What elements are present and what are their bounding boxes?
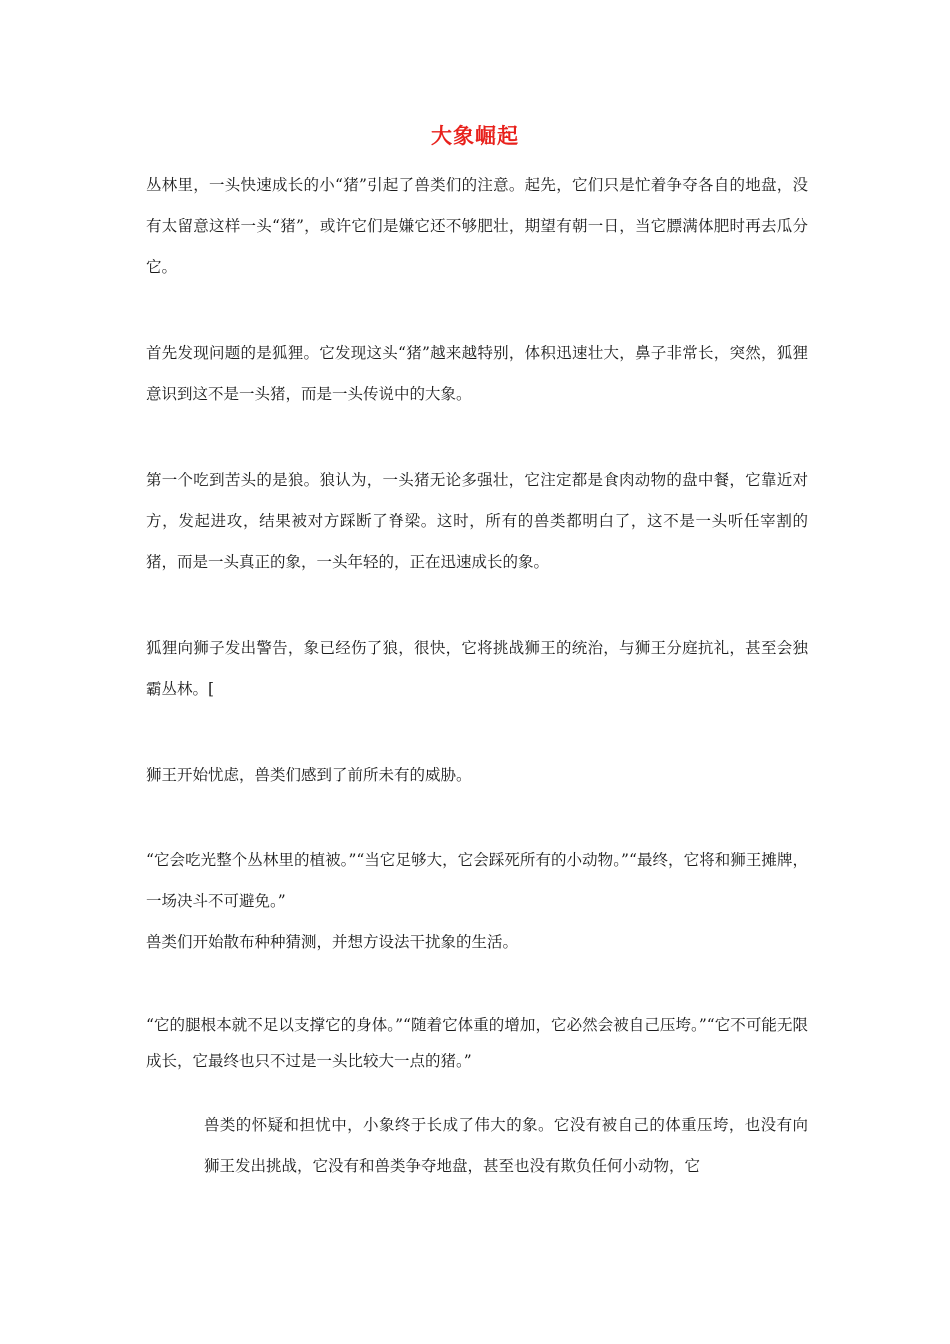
paragraph-8: “它的腿根本就不足以支撑它的身体。”“随着它体重的增加，它必然会被自己压垮。”“它不可能无限成长，它最终也只不过是一头比较大一点的猪。” bbox=[146, 1016, 808, 1070]
paragraph-6: “它会吃光整个丛林里的植被。”“当它足够大，它会踩死所有的小动物。”“最终，它将和狮王摊牌，一场决斗不可避免。” bbox=[146, 851, 808, 910]
paragraph-2: 首先发现问题的是狐狸。它发现这头“猪”越来越特别，体积迅速壮大，鼻子非常长，突然，狐狸意识到这不是一头猪，而是一头传说中的大象。 bbox=[146, 344, 808, 403]
paragraph-3: 第一个吃到苦头的是狼。狼认为，一头猪无论多强壮，它注定都是食肉动物的盘中餐，它靠近对方，发起进攻，结果被对方踩断了脊梁。这时，所有的兽类都明白了，这不是一头听任宰割的猪，而是一头真正的象，一头年轻的，正在迅速成长的象。 bbox=[146, 471, 808, 571]
paragraph-1: 丛林里，一头快速成长的小“猪”引起了兽类们的注意。起先，它们只是忙着争夺各自的地盘，没有太留意这样一头“猪”，或许它们是嫌它还不够肥壮，期望有朝一日，当它膘满体肥时再去瓜分它。 bbox=[146, 176, 808, 276]
paragraph-4: 狐狸向狮子发出警告，象已经伤了狼，很快，它将挑战狮王的统治，与狮王分庭抗礼，甚至会独霸丛林。[ bbox=[146, 639, 808, 698]
document-title: 大象崛起 bbox=[431, 124, 519, 148]
paragraph-9: 兽类的怀疑和担忧中，小象终于长成了伟大的象。它没有被自己的体重压垮，也没有向狮王发出挑战，它没有和兽类争夺地盘，甚至也没有欺负任何小动物，它 bbox=[204, 1116, 808, 1175]
paragraph-7: 兽类们开始散布种种猜测，并想方设法干扰象的生活。 bbox=[146, 933, 519, 951]
paragraph-5: 狮王开始忧虑，兽类们感到了前所未有的威胁。 bbox=[146, 766, 472, 784]
